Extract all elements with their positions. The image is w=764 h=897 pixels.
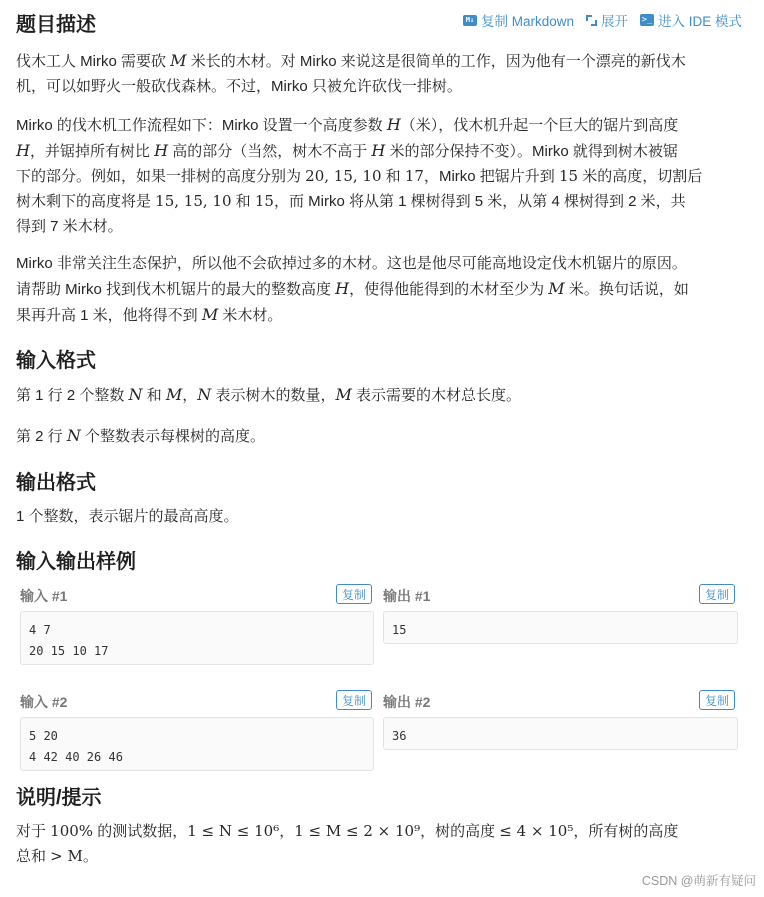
text: 表示树木的数量， [211, 387, 336, 404]
math-numbers: 20, 15, 10 [305, 167, 382, 185]
math-m: M [165, 385, 183, 404]
text: 米的高度，切割后 [578, 168, 703, 185]
text: 米。换句话说，如 [564, 281, 689, 298]
text: ， [279, 823, 295, 840]
sample-1-output-box: 15 [383, 611, 738, 644]
description-paragraph-3 [16, 251, 742, 328]
text: 米长的木材。对 Mirko 来说这是很简单的工作，因为他有一个漂亮的新伐木 [186, 53, 686, 70]
text: 第 1 行 2 个整数 [16, 387, 129, 404]
text: ，树的高度 [420, 823, 500, 840]
text: 和 [381, 168, 405, 185]
math-percent: 100% [50, 822, 94, 840]
section-title-hint: 说明/提示 [16, 787, 102, 809]
math-m: M [170, 51, 187, 70]
text: ，使得他能得到的木材至少为 [349, 281, 549, 298]
math-constraint-height: ≤ 4 × 10⁵ [499, 822, 574, 840]
math-h: H [335, 279, 350, 298]
math-number: 15 [558, 167, 579, 185]
ide-mode-button[interactable] [640, 10, 742, 30]
text: 对于 [16, 823, 51, 840]
text: 表示需要的木材总长度。 [351, 387, 522, 404]
text: 。 [82, 848, 98, 865]
sample-2-output-copy-button[interactable]: 复制 [699, 690, 735, 710]
ide-mode-label: 进入 IDE 模式 [657, 14, 742, 29]
section-title-description: 题目描述 [16, 14, 96, 36]
text: 和 [142, 387, 166, 404]
text: ，而 Mirko 将从第 1 棵树得到 5 米，从第 4 棵树得到 2 米，共 [273, 193, 686, 210]
description-paragraph-2 [16, 112, 742, 239]
expand-button[interactable] [586, 10, 628, 30]
math-h: H [371, 141, 386, 160]
sample-1-output-copy-button[interactable]: 复制 [699, 584, 735, 604]
text: 和 [231, 193, 255, 210]
text: 个整数表示每棵树的高度。 [80, 428, 266, 445]
section-title-input-format: 输入格式 [16, 350, 96, 372]
text: 伐木工人 Mirko 需要砍 [16, 53, 171, 70]
hint-paragraph [16, 819, 742, 869]
math-constraint-sum: > M [50, 847, 83, 865]
sample-1-output-label: 输出 #1 [383, 588, 431, 604]
math-n: N [128, 385, 143, 404]
math-h: H [154, 141, 169, 160]
sample-1-input-copy-button[interactable]: 复制 [336, 584, 372, 604]
math-constraint-m: 1 ≤ M ≤ 2 × 10⁹ [294, 822, 421, 840]
math-n: N [66, 426, 81, 445]
math-m: M [201, 305, 219, 324]
math-n: N [197, 385, 212, 404]
output-format-line: 1 个整数，表示锯片的最高高度。 [16, 508, 239, 525]
math-constraint-n: 1 ≤ N ≤ 10⁶ [187, 822, 280, 840]
terminal-icon: >_ [641, 15, 653, 25]
sample-2-input-label: 输入 #2 [20, 694, 68, 710]
text: ，Mirko 把锯片升到 [423, 168, 559, 185]
copy-markdown-button[interactable] [463, 10, 574, 30]
markdown-icon: M↓ [463, 15, 477, 26]
text: Mirko 非常关注生态保护，所以他不会砍掉过多的木材。这也是他尽可能高地设定伐木机锯片的原因。 [16, 255, 687, 272]
sample-2-output-box: 36 [383, 717, 738, 750]
input-format-line-2 [16, 423, 742, 449]
math-number: 15 [254, 192, 274, 210]
text: ，并锯掉所有树比 [29, 143, 155, 160]
expand-label: 展开 [600, 14, 628, 29]
math-numbers: 15, 15, 10 [155, 192, 232, 210]
math-m: M [335, 385, 352, 404]
math-m: M [548, 279, 565, 298]
math-number: 17 [404, 167, 424, 185]
section-title-samples: 输入输出样例 [16, 551, 136, 573]
text: ， [182, 387, 198, 404]
text: 机，可以如野火一般砍伐森林。不过，Mirko 只被允许砍伐一排树。 [16, 78, 462, 95]
description-paragraph-1 [16, 48, 742, 99]
text: ，所有树的高度 [573, 823, 679, 840]
section-title-output-format: 输出格式 [16, 472, 96, 494]
text: 请帮助 Mirko 找到伐木机锯片的最大的整数高度 [16, 281, 336, 298]
sample-2-input-copy-button[interactable]: 复制 [336, 690, 372, 710]
expand-icon [586, 15, 597, 26]
text: 的测试数据， [93, 823, 188, 840]
sample-2-input-box: 5 20 4 42 40 26 46 [20, 717, 374, 771]
text: Mirko 的伐木机工作流程如下：Mirko 设置一个高度参数 [16, 117, 387, 134]
copy-markdown-label: 复制 Markdown [480, 14, 574, 29]
sample-1-input-box: 4 7 20 15 10 17 [20, 611, 374, 665]
math-h: H [386, 115, 401, 134]
text: （米），伐木机升起一个巨大的锯片到高度 [400, 117, 679, 134]
text: 得到 7 米木材。 [16, 218, 123, 235]
text: 果再升高 1 米，他将得不到 [16, 307, 202, 324]
csdn-watermark: CSDN @萌新有疑问 [641, 874, 756, 888]
input-format-line-1 [16, 382, 742, 408]
sample-2-output-label: 输出 #2 [383, 694, 431, 710]
math-h: H [16, 141, 30, 160]
text: 米的部分保持不变）。Mirko 就得到树木被锯 [385, 143, 678, 160]
sample-1-input-label: 输入 #1 [20, 588, 68, 604]
text: 下的部分。例如，如果一排树的高度分别为 [16, 168, 306, 185]
text: 米木材。 [218, 307, 283, 324]
top-actions [463, 10, 742, 30]
text: 总和 [16, 848, 51, 865]
text: 高的部分（当然，树木不高于 [168, 143, 372, 160]
text: 树木剩下的高度将是 [16, 193, 156, 210]
text: 第 2 行 [16, 428, 67, 445]
